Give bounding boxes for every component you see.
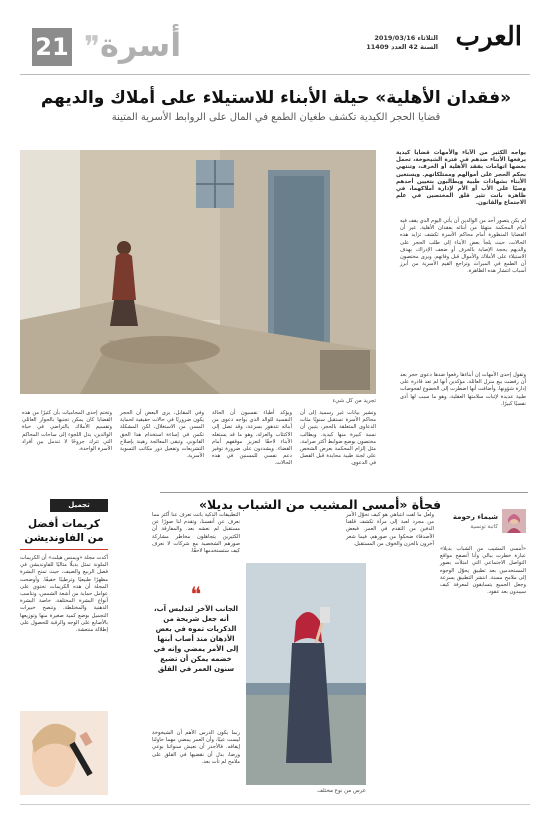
article-photo bbox=[20, 150, 376, 394]
page-number: 21 bbox=[32, 28, 72, 66]
page-bottom-rule bbox=[20, 804, 530, 805]
issue-date: الثلاثاء 2019/03/16 bbox=[374, 34, 438, 42]
sidebar-photo-illustration bbox=[20, 711, 108, 795]
article2-headline: فجأة «أمسى المشيب من الشباب بديلا» bbox=[198, 497, 442, 512]
article-column-bottom-1: وتشير بيانات غير رسمية إلى أن محاكم الأسرة تستقبل سنويًا مئات الدعاوى المتعلقة بالحجر، يتبين أن نسبة كبيرة منها كيدية. ويطالب مختصون بوضع ضوابط أكثر صرامة، مثل إلزام المحكمة بعرض الشخص على لجنة طبية محايدة قبل الفصل في الدعوى. bbox=[300, 410, 376, 467]
quote-icon: ❝ bbox=[190, 582, 202, 606]
author-avatar bbox=[502, 509, 526, 533]
photo2-illustration bbox=[246, 563, 366, 785]
article2-column-2: ولعل ما لفت انتباهي هو كيف تحوّل الأمر من مجرد لعبة إلى مرآة تكشف قلقنا الدفين من التقدم في العمر. فبعض الأصدقاء ضحكوا من صورهم، فيما شعر آخرون بالحزن والخوف من المستقبل. bbox=[346, 512, 434, 547]
section-quote-icon: ❞ bbox=[84, 30, 101, 65]
sidebar-body: أكدت مجلة «ويمنس هيلث» أن الكريمات الملونة تمثل بديلًا مثاليًا للفاونديشن في فصل الربيع والصيف، حيث تمنح البشرة مظهرًا طبيعيًا وترطيبًا خفيفًا. وأوضحت المجلة أن هذه الكريمات تحتوي على عوامل حماية من أشعة الشمس، وتناسب أنواع البشرة المختلفة، خاصة البشرة الدهنية والمختلطة. وتنصح خبيرات التجميل بوضع كمية صغيرة منها وتوزيعها بالأصابع على الوجه والرقبة للحصول على إطلالة منتعشة. bbox=[20, 555, 108, 634]
issue-number: السنة 42 العدد 11409 bbox=[366, 43, 438, 51]
article-photo-caption: تجريد من كل شيء bbox=[332, 398, 376, 404]
article2-column-1: «أمسى المشيب من الشباب بديلا» عبارة خطرت ببالي وأنا أتصفح مواقع التواصل الاجتماعي التي امتلأت بصور المستخدمين بعد تطبيق يحوّل الوجوه إلى ملامح مسنة. انتشر التطبيق بسرعة وجعل الجميع يتسابقون لمعرفة كيف سيبدون بعد عقود. bbox=[440, 546, 526, 596]
article2-column-3: التطبيقات الذكية باتت تعرف عنا أكثر مما نعرف عن أنفسنا، وتقدم لنا صورًا عن مستقبل لم نعشه بعد. والمفارقة أن الكثيرين يتجاهلون مخاطر مشاركة صورهم الشخصية مع شركات لا نعرف كيف ستستخدمها لاحقًا. bbox=[152, 512, 240, 555]
masthead bbox=[0, 0, 550, 80]
author-name: شيماء رحومة bbox=[452, 513, 498, 521]
article2-photo bbox=[246, 563, 366, 785]
author-role: كاتبة تونسية bbox=[470, 524, 498, 530]
article-column-right-2: وتقول إحدى الأمهات إن أبناءها رفعوا ضدها دعوى حجر بعد أن رفضت بيع منزل العائلة، مؤكدين أنها لم تعد قادرة على إدارة شؤونها. وأضافت أنها اضطرت إلى الخضوع لفحوصات طبية عديدة لإثبات سلامتها العقلية، وهو ما سبب لها أذى نفسيًا كبيرًا. bbox=[400, 372, 526, 407]
article-intro: يواجه الكثير من الآباء والأمهات قضايا كيدية يرفعها الأبناء ضدهم في فترة الشيخوخة، تحمل بعضها اتهامات بفقد الأهلية أو الخرف، وتنتهي بحكم الحجر على أموالهم وممتلكاتهم. ويستعين الأبناء بشهادات طبية ويطالبون بتعيين أحدهم وصيًا على الأب أو الأم لإدارة أملاكهما، في ظاهرة باتت تثير قلق المختصين في علم الاجتماع والقانون. bbox=[396, 150, 526, 207]
author-box bbox=[440, 507, 526, 541]
article2-divider bbox=[160, 492, 528, 493]
sidebar-tag: تجميل bbox=[50, 499, 108, 512]
article-column-right-1: لم يكن يتصور أحد من الوالدين أن يأتي اليوم الذي يقف فيه أمام المحكمة متهمًا من أبنائه بفقدان الأهلية. غير أن القضايا المنظورة أمام محاكم الأسرة تكشف تزايد هذه الحالات، حيث يلجأ بعض الأبناء إلى طلب الحجر على والديهم بحجة الإصابة بالخرف أو ضعف الإدراك، بهدف الاستيلاء على الأملاك والأموال قبل وفاتهم. ويرى مختصون أن الطمع في الميراث وتراجع القيم الأسرية من أبرز أسباب انتشار هذه الظاهرة. bbox=[400, 218, 526, 275]
sidebar-title: كريمات أفضل من الفاونديشن bbox=[24, 518, 104, 544]
photo-illustration bbox=[20, 150, 376, 394]
article-column-bottom-2: ويؤكد أطباء نفسيون أن الحالة النفسية للوالد الذي يواجه دعوى من أبنائه تتدهور بسرعة، وقد تصل إلى الاكتئاب والعزلة، وهو ما قد يستغله الأبناء لاحقًا لتعزيز موقفهم أمام القضاء. ويشددون على ضرورة توفير دعم نفسي للمسنين في هذه الحالات. bbox=[212, 410, 292, 467]
masthead-divider bbox=[20, 74, 530, 75]
issue-info bbox=[366, 34, 438, 52]
article2-pull-quote bbox=[152, 584, 240, 674]
avatar-illustration bbox=[502, 509, 526, 533]
beauty-sidebar bbox=[20, 499, 108, 799]
article2-pull-quote-text: الجانب الآخر لتدليس آب، أنه جعل شريحة من الذكريات تموه في بعض الأذهان منذ أصاب أبنها إلى الأمر يمضي وإنه في خضمه يمكن أن تضيع سنون العمر في القلق bbox=[153, 605, 239, 673]
article2-column-4: ربما يكون الدرس الأهم أن الشيخوخة ليست عيبًا، وأن العمر يمضي مهما حاولنا إيقافه. فالأجدر أن نعيش سنواتنا بوعي ورضا، بدل أن نقضيها في القلق على ملامح لم تأت بعد. bbox=[152, 730, 240, 765]
article-subheadline: قضايا الحجر الكيدية تكشف طغيان الطمع في المال على الروابط الأسرية المتينة bbox=[111, 112, 441, 123]
article-headline: «فقدان الأهلية» حيلة الأبناء للاستيلاء على أملاك والديهم bbox=[40, 88, 512, 108]
sidebar-photo bbox=[20, 711, 108, 795]
newspaper-logo: العرب bbox=[455, 22, 522, 52]
article-column-bottom-3: وفي المقابل، يرى البعض أن الحجر يكون ضروريًا في حالات حقيقية لحماية المسن من الاستغلال، لكن المشكلة تكمن في إساءة استخدام هذا الحق القانوني. وتبقى المعالجة رهينة بإصلاح التشريعات وتفعيل دور مكاتب التسوية الأسرية. bbox=[120, 410, 204, 460]
article-column-bottom-4: وتختم إحدى المحاميات بأن كثيرًا من هذه القضايا كان يمكن تجنبها بالحوار العائلي وتقسيم الأملاك بالتراضي في حياة الوالدين، بدل اللجوء إلى ساحات المحاكم التي تترك جروحًا لا تندمل بين أفراد الأسرة الواحدة. bbox=[22, 410, 112, 453]
sidebar-divider bbox=[20, 549, 108, 550]
section-name: أسرة bbox=[100, 26, 182, 64]
article2-photo-caption: عرس من نوع مختلف bbox=[317, 788, 366, 794]
